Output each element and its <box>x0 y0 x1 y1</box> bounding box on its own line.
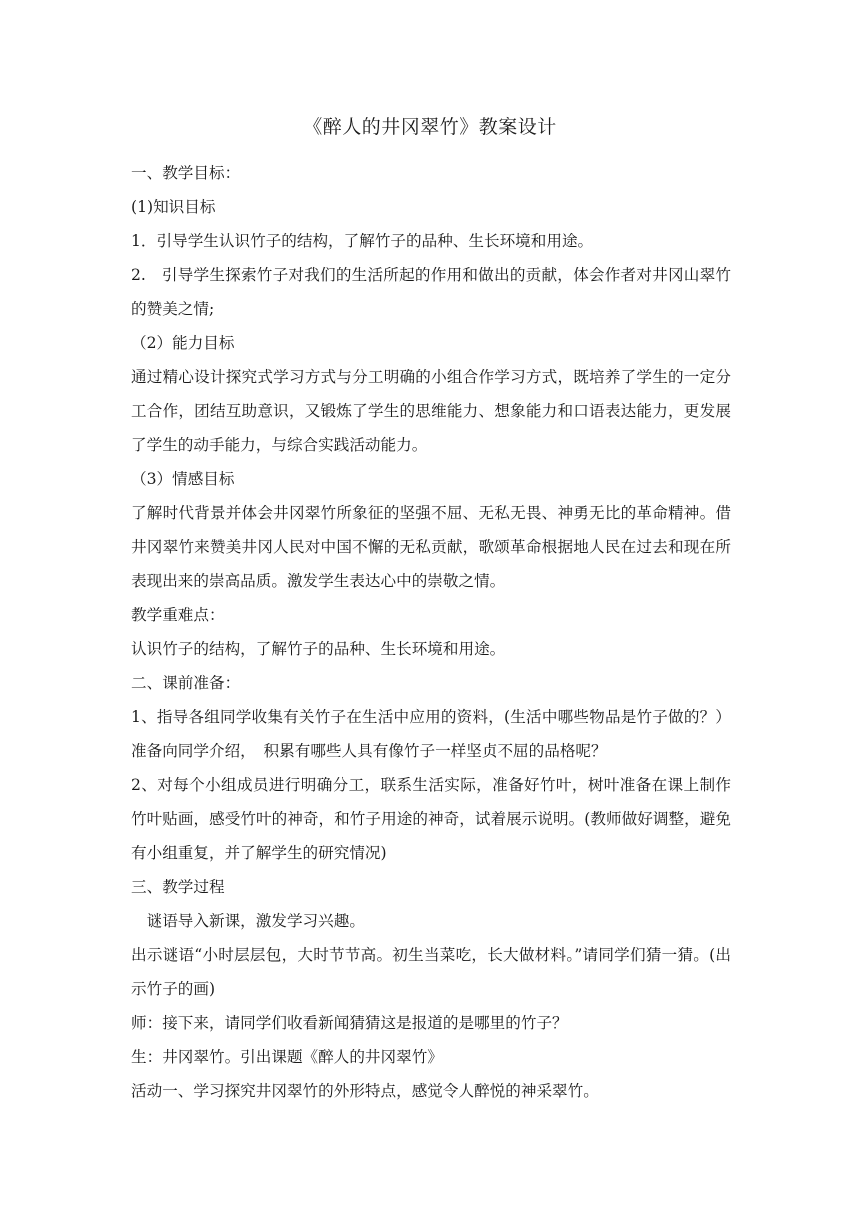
preparation-item-1: 1、指导各组同学收集有关竹子在生活中应用的资料，(生活中哪些物品是竹子做的？）准备向同学介绍， 积累有哪些人具有像竹子一样坚贞不屈的品格呢？ <box>131 708 731 760</box>
riddle-text: 出示谜语“小时层层包，大时节节高。初生当菜吃，长大做材料。”请同学们猜一猜。(出示竹子的画) <box>131 946 731 998</box>
student-line: 生：井冈翠竹。引出课题《醉人的井冈翠竹》 <box>131 1048 443 1066</box>
document-title: 《醉人的井冈翠竹》教案设计 <box>303 116 557 138</box>
ability-objective-text: 通过精心设计探究式学习方式与分工明确的小组合作学习方式，既培养了学生的一定分工合作，团结互助意识，又锻炼了学生的思维能力、想象能力和口语表达能力，更发展了学生的动手能力，与综合实践活动能力。 <box>131 368 731 454</box>
process-intro: 谜语导入新课，激发学习兴趣。 <box>131 912 365 930</box>
heading-teaching-process: 三、教学过程 <box>131 878 225 896</box>
activity-one: 活动一、学习探究井冈翠竹的外形特点，感觉令人醉悦的神采翠竹。 <box>131 1082 599 1100</box>
teacher-line: 师：接下来，请同学们收看新闻猜猜这是报道的是哪里的竹子？ <box>131 1014 568 1032</box>
heading-preparation: 二、课前准备： <box>131 674 241 692</box>
key-difficulties-text: 认识竹子的结构，了解竹子的品种、生长环境和用途。 <box>131 640 506 658</box>
subheading-ability-objective: （2）能力目标 <box>131 334 235 352</box>
knowledge-item-1: 1．引导学生认识竹子的结构，了解竹子的品种、生长环境和用途。 <box>131 232 594 250</box>
knowledge-item-2: 2. 引导学生探索竹子对我们的生活所起的作用和做出的贡献，体会作者对井冈山翠竹的赞美之情; <box>131 266 731 318</box>
subheading-knowledge-objective: (1)知识目标 <box>131 198 216 216</box>
subheading-emotion-objective: （3）情感目标 <box>131 470 235 488</box>
heading-teaching-objectives: 一、教学目标： <box>131 164 241 182</box>
emotion-objective-text: 了解时代背景并体会井冈翠竹所象征的坚强不屈、无私无畏、神勇无比的革命精神。借井冈翠竹来赞美井冈人民对中国不懈的无私贡献，歌颂革命根据地人民在过去和现在所表现出来的崇高品质。激发学生表达心中的崇敬之情。 <box>131 504 731 590</box>
heading-key-difficulties: 教学重难点： <box>131 606 225 624</box>
preparation-item-2: 2、对每个小组成员进行明确分工，联系生活实际，准备好竹叶，树叶准备在课上制作竹叶贴画，感受竹叶的神奇，和竹子用途的神奇，试着展示说明。(教师做好调整，避免有小组重复，并了解学生的研究情况) <box>131 776 731 862</box>
document-body <box>131 156 731 1108</box>
